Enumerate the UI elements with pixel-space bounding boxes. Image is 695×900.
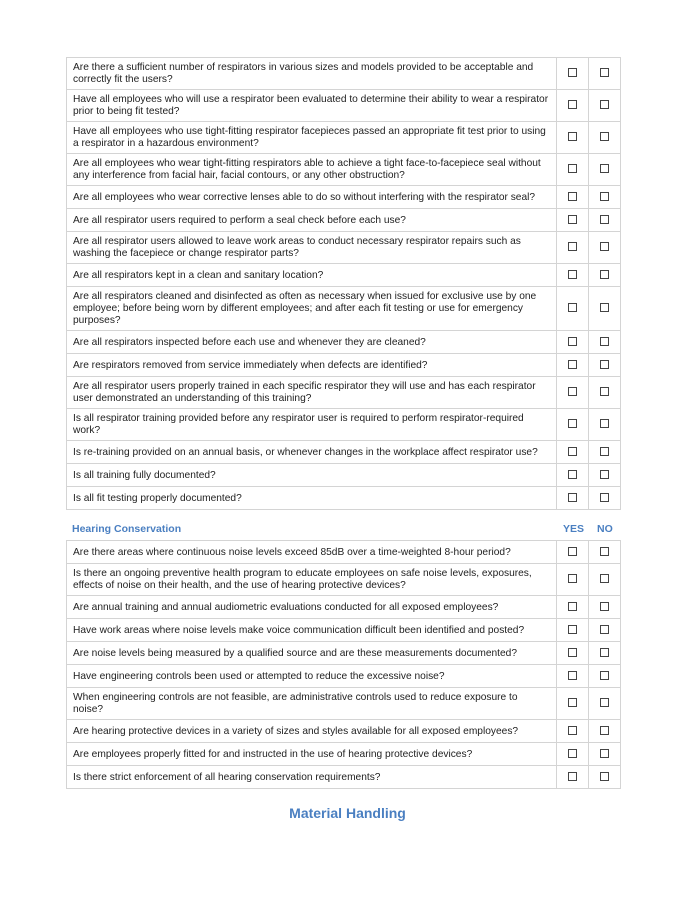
no-cell xyxy=(589,487,621,510)
no-checkbox[interactable] xyxy=(600,602,609,611)
question-row xyxy=(67,766,621,789)
question-text: Are all employees who wear corrective lenses able to do so without interfering with the respirator seal? xyxy=(67,186,557,209)
question-row xyxy=(67,154,621,186)
question-text: Are all respirator users allowed to leave work areas to conduct necessary respirator repairs such as washing the facepiece or change respirator parts? xyxy=(67,232,557,264)
question-row xyxy=(67,487,621,510)
no-checkbox[interactable] xyxy=(600,164,609,173)
question-row xyxy=(67,232,621,264)
question-row xyxy=(67,464,621,487)
no-cell xyxy=(589,287,621,331)
question-row xyxy=(67,541,621,564)
hearing-conservation-table xyxy=(66,540,621,789)
yes-checkbox[interactable] xyxy=(568,132,577,141)
yes-cell xyxy=(557,665,589,688)
question-row xyxy=(67,377,621,409)
yes-cell xyxy=(557,541,589,564)
no-column-label: NO xyxy=(597,523,613,535)
question-text: Are all employees who wear tight-fitting respirators able to achieve a tight face-to-facepiece seal without any interference from facial hair, facial contours, or any other obstruction? xyxy=(67,154,557,186)
no-cell xyxy=(589,232,621,264)
hearing-conservation-header xyxy=(72,523,621,535)
no-cell xyxy=(589,58,621,90)
no-checkbox[interactable] xyxy=(600,387,609,396)
no-cell xyxy=(589,766,621,789)
yes-checkbox[interactable] xyxy=(568,387,577,396)
no-cell xyxy=(589,264,621,287)
question-row xyxy=(67,688,621,720)
yes-cell xyxy=(557,688,589,720)
yes-checkbox[interactable] xyxy=(568,215,577,224)
no-cell xyxy=(589,186,621,209)
yes-checkbox[interactable] xyxy=(568,671,577,680)
no-cell xyxy=(589,688,621,720)
no-checkbox[interactable] xyxy=(600,303,609,312)
question-text: Is all respirator training provided before any respirator user is required to perform respirator-required work? xyxy=(67,409,557,441)
yes-cell xyxy=(557,264,589,287)
no-cell xyxy=(589,464,621,487)
no-checkbox[interactable] xyxy=(600,100,609,109)
yes-cell xyxy=(557,642,589,665)
question-text: Are hearing protective devices in a variety of sizes and styles available for all exposed employees? xyxy=(67,720,557,743)
no-cell xyxy=(589,564,621,596)
yes-cell xyxy=(557,354,589,377)
respiratory-protection-table xyxy=(66,57,621,510)
question-text: Is all training fully documented? xyxy=(67,464,557,487)
yes-cell xyxy=(557,464,589,487)
yes-column-label: YES xyxy=(563,523,585,535)
yes-checkbox[interactable] xyxy=(568,493,577,502)
no-checkbox[interactable] xyxy=(600,749,609,758)
no-cell xyxy=(589,642,621,665)
question-row xyxy=(67,642,621,665)
yes-cell xyxy=(557,619,589,642)
question-row xyxy=(67,441,621,464)
question-row xyxy=(67,264,621,287)
yes-checkbox[interactable] xyxy=(568,447,577,456)
question-row xyxy=(67,122,621,154)
no-cell xyxy=(589,409,621,441)
no-cell xyxy=(589,331,621,354)
no-checkbox[interactable] xyxy=(600,192,609,201)
yes-checkbox[interactable] xyxy=(568,772,577,781)
question-text: Have all employees who will use a respirator been evaluated to determine their ability to wear a respirator prior to being fit tested? xyxy=(67,90,557,122)
no-checkbox[interactable] xyxy=(600,132,609,141)
question-row xyxy=(67,209,621,232)
yes-cell xyxy=(557,720,589,743)
no-cell xyxy=(589,720,621,743)
no-cell xyxy=(589,154,621,186)
yes-checkbox[interactable] xyxy=(568,68,577,77)
no-checkbox[interactable] xyxy=(600,698,609,707)
question-text: Is re-training provided on an annual basis, or whenever changes in the workplace affect respirator use? xyxy=(67,441,557,464)
yes-cell xyxy=(557,766,589,789)
no-cell xyxy=(589,377,621,409)
no-cell xyxy=(589,596,621,619)
yes-checkbox[interactable] xyxy=(568,164,577,173)
question-text: Are there areas where continuous noise levels exceed 85dB over a time-weighted 8-hour period? xyxy=(67,541,557,564)
question-text: Is there strict enforcement of all hearing conservation requirements? xyxy=(67,766,557,789)
no-checkbox[interactable] xyxy=(600,242,609,251)
question-text: Are all respirators cleaned and disinfected as often as necessary when issued for exclusive use by one employee; before being worn by different employees; and after each fit testing or use for emergency purposes? xyxy=(67,287,557,331)
question-text: Have engineering controls been used or attempted to reduce the excessive noise? xyxy=(67,665,557,688)
no-checkbox[interactable] xyxy=(600,574,609,583)
question-row xyxy=(67,354,621,377)
no-checkbox[interactable] xyxy=(600,360,609,369)
no-cell xyxy=(589,619,621,642)
yes-cell xyxy=(557,287,589,331)
yes-checkbox[interactable] xyxy=(568,470,577,479)
yes-checkbox[interactable] xyxy=(568,360,577,369)
question-row xyxy=(67,564,621,596)
yes-cell xyxy=(557,596,589,619)
question-row xyxy=(67,287,621,331)
no-checkbox[interactable] xyxy=(600,625,609,634)
yes-checkbox[interactable] xyxy=(568,419,577,428)
yes-checkbox[interactable] xyxy=(568,242,577,251)
question-text: Have work areas where noise levels make voice communication difficult been identified and posted? xyxy=(67,619,557,642)
yes-cell xyxy=(557,122,589,154)
yes-checkbox[interactable] xyxy=(568,100,577,109)
yes-cell xyxy=(557,441,589,464)
no-checkbox[interactable] xyxy=(600,270,609,279)
no-checkbox[interactable] xyxy=(600,671,609,680)
yes-cell xyxy=(557,409,589,441)
yes-cell xyxy=(557,331,589,354)
question-row xyxy=(67,186,621,209)
question-text: Have all employees who use tight-fitting respirator facepieces passed an appropriate fit test prior to using a respirator in a hazardous environment? xyxy=(67,122,557,154)
yes-checkbox[interactable] xyxy=(568,698,577,707)
yes-checkbox[interactable] xyxy=(568,574,577,583)
question-row xyxy=(67,58,621,90)
question-row xyxy=(67,409,621,441)
question-row xyxy=(67,743,621,766)
question-text: Are employees properly fitted for and instructed in the use of hearing protective devices? xyxy=(67,743,557,766)
question-text: Are respirators removed from service immediately when defects are identified? xyxy=(67,354,557,377)
no-checkbox[interactable] xyxy=(600,726,609,735)
question-row xyxy=(67,720,621,743)
question-text: Are annual training and annual audiometric evaluations conducted for all exposed employees? xyxy=(67,596,557,619)
yes-checkbox[interactable] xyxy=(568,192,577,201)
yes-checkbox[interactable] xyxy=(568,726,577,735)
no-checkbox[interactable] xyxy=(600,68,609,77)
yes-checkbox[interactable] xyxy=(568,648,577,657)
material-handling-title: Material Handling xyxy=(289,805,406,821)
no-cell xyxy=(589,665,621,688)
yes-checkbox[interactable] xyxy=(568,602,577,611)
section-title: Hearing Conservation xyxy=(72,523,182,535)
no-cell xyxy=(589,209,621,232)
question-text: Are all respirator users properly trained in each specific respirator they will use and has each respirator user demonstrated an understanding of this training? xyxy=(67,377,557,409)
no-checkbox[interactable] xyxy=(600,493,609,502)
no-checkbox[interactable] xyxy=(600,447,609,456)
yes-checkbox[interactable] xyxy=(568,547,577,556)
yes-cell xyxy=(557,186,589,209)
no-cell xyxy=(589,122,621,154)
no-checkbox[interactable] xyxy=(600,419,609,428)
yes-cell xyxy=(557,90,589,122)
no-cell xyxy=(589,90,621,122)
yes-checkbox[interactable] xyxy=(568,625,577,634)
question-text: Are all respirator users required to perform a seal check before each use? xyxy=(67,209,557,232)
no-cell xyxy=(589,441,621,464)
question-row xyxy=(67,90,621,122)
no-checkbox[interactable] xyxy=(600,772,609,781)
question-row xyxy=(67,331,621,354)
question-text: Are noise levels being measured by a qualified source and are these measurements documented? xyxy=(67,642,557,665)
no-checkbox[interactable] xyxy=(600,547,609,556)
yes-cell xyxy=(557,209,589,232)
yes-checkbox[interactable] xyxy=(568,303,577,312)
yes-checkbox[interactable] xyxy=(568,270,577,279)
yes-checkbox[interactable] xyxy=(568,749,577,758)
question-row xyxy=(67,619,621,642)
question-row xyxy=(67,665,621,688)
question-text: When engineering controls are not feasible, are administrative controls used to reduce exposure to noise? xyxy=(67,688,557,720)
yes-checkbox[interactable] xyxy=(568,337,577,346)
yes-cell xyxy=(557,232,589,264)
question-row xyxy=(67,596,621,619)
question-text: Are all respirators inspected before each use and whenever they are cleaned? xyxy=(67,331,557,354)
yes-cell xyxy=(557,154,589,186)
no-checkbox[interactable] xyxy=(600,215,609,224)
yes-cell xyxy=(557,377,589,409)
no-checkbox[interactable] xyxy=(600,648,609,657)
yes-cell xyxy=(557,743,589,766)
question-text: Are all respirators kept in a clean and sanitary location? xyxy=(67,264,557,287)
question-text: Are there a sufficient number of respirators in various sizes and models provided to be acceptable and correctly fit the users? xyxy=(67,58,557,90)
question-text: Is there an ongoing preventive health program to educate employees on safe noise levels, exposures, effects of noise on their health, and the use of hearing protective devices? xyxy=(67,564,557,596)
yes-cell xyxy=(557,58,589,90)
no-cell xyxy=(589,354,621,377)
yes-cell xyxy=(557,487,589,510)
no-cell xyxy=(589,541,621,564)
yes-cell xyxy=(557,564,589,596)
no-checkbox[interactable] xyxy=(600,337,609,346)
no-checkbox[interactable] xyxy=(600,470,609,479)
no-cell xyxy=(589,743,621,766)
question-text: Is all fit testing properly documented? xyxy=(67,487,557,510)
